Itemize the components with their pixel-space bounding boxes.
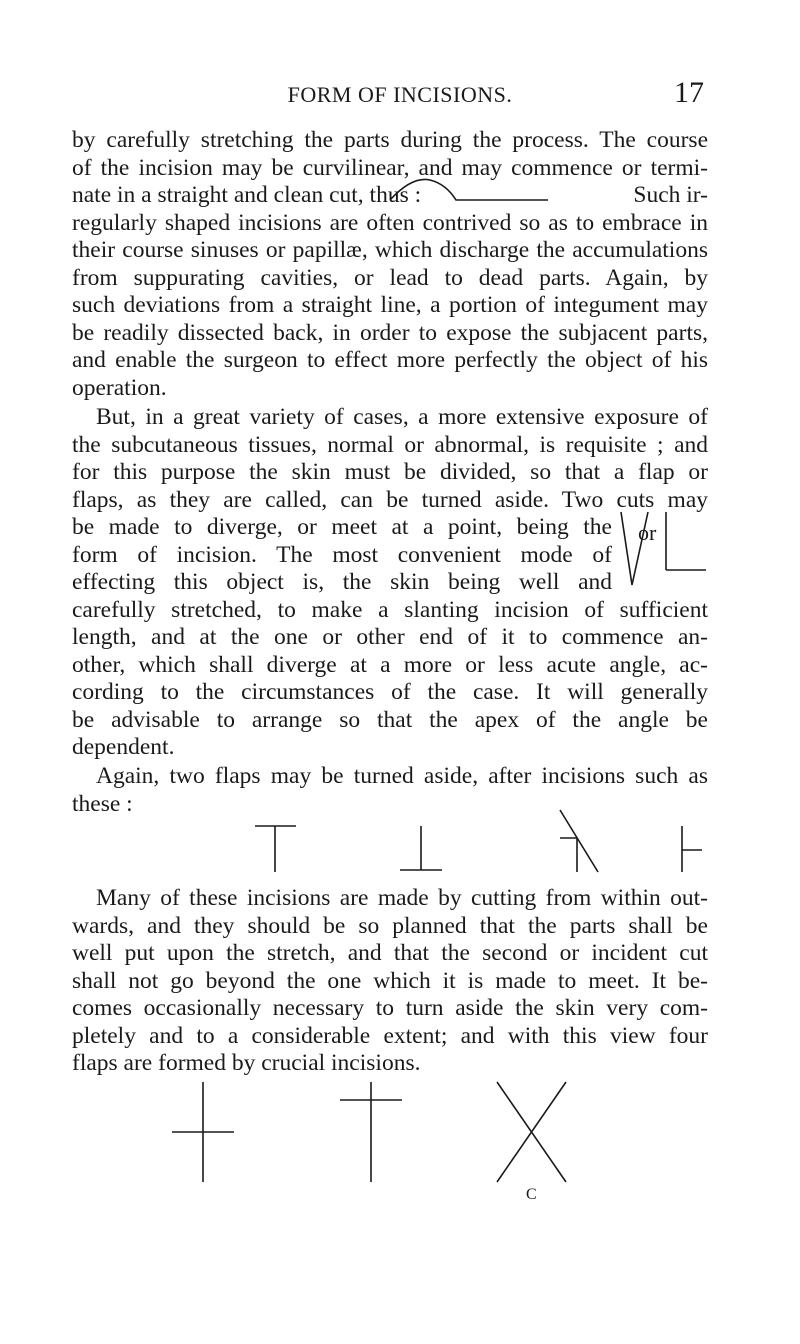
page-number: 17 xyxy=(674,76,704,109)
or-label: or xyxy=(638,520,657,545)
text-line: their course sinuses or papillæ, which discharge the accumulations xyxy=(72,237,708,263)
text-line: be readily dissected back, in order to expose the subjacent parts, xyxy=(72,319,708,346)
text-line: be advisable to arrange so that the apex of the angle be xyxy=(72,706,708,733)
text-line: other, which shall diverge at a more or less acute angle, ac- xyxy=(72,651,708,678)
text-line: operation. xyxy=(72,374,167,401)
text-line: these : xyxy=(72,790,133,817)
text-line: the subcutaneous tissues, normal or abnormal, is requisite ; and xyxy=(72,431,708,458)
text-line: effecting this object is, the skin being well and xyxy=(72,569,612,595)
text-line-part: Such ir- xyxy=(633,182,708,208)
text-line: form of incision. The most convenient mode of xyxy=(72,541,612,568)
text-line: be made to diverge, or meet at a point, being the xyxy=(72,514,612,540)
text-line: by carefully stretching the parts during the process. The course xyxy=(72,127,708,153)
text-line: well put upon the stretch, and that the second or incident cut xyxy=(72,940,708,966)
text-line: of the incision may be curvilinear, and may commence or termi- xyxy=(72,154,708,181)
text-line-part: nate in a straight and clean cut, thus : xyxy=(72,182,422,208)
text-line: flaps are formed by crucial incisions. xyxy=(72,1050,421,1076)
text-line: length, and at the one or other end of it to commence an- xyxy=(72,624,708,650)
text-line: comes occasionally necessary to turn aside the skin very com- xyxy=(72,995,708,1021)
text-line: cording to the circumstances of the case. It will generally xyxy=(72,679,708,705)
text-line: such deviations from a straight line, a portion of integument may xyxy=(72,292,708,318)
running-title: FORM OF INCISIONS. xyxy=(287,82,513,107)
text-line: and enable the surgeon to effect more perfectly the object of his xyxy=(72,347,708,373)
text-line: Many of these incisions are made by cutting from within out- xyxy=(96,885,708,911)
text-line: from suppurating cavities, or lead to dead parts. Again, by xyxy=(72,264,708,291)
text-line: for this purpose the skin must be divided, so that a flap or xyxy=(72,459,708,485)
text-line: shall not go beyond the one which it is made to meet. It be- xyxy=(72,967,708,994)
text-line: pletely and to a considerable extent; and with this view four xyxy=(72,1022,708,1049)
text-line: regularly shaped incisions are often contrived so as to embrace in xyxy=(72,209,708,236)
text-line: carefully stretched, to make a slanting incision of sufficient xyxy=(72,596,708,623)
text-line: flaps, as they are called, can be turned aside. Two cuts may xyxy=(72,486,708,513)
crucial-figure-label: C xyxy=(526,1186,537,1203)
text-line: dependent. xyxy=(72,734,175,760)
text-line: Again, two flaps may be turned aside, after incisions such as xyxy=(96,763,708,789)
text-line: But, in a great variety of cases, a more extensive exposure of xyxy=(96,404,708,430)
text-line: wards, and they should be so planned that the parts shall be xyxy=(72,912,708,939)
